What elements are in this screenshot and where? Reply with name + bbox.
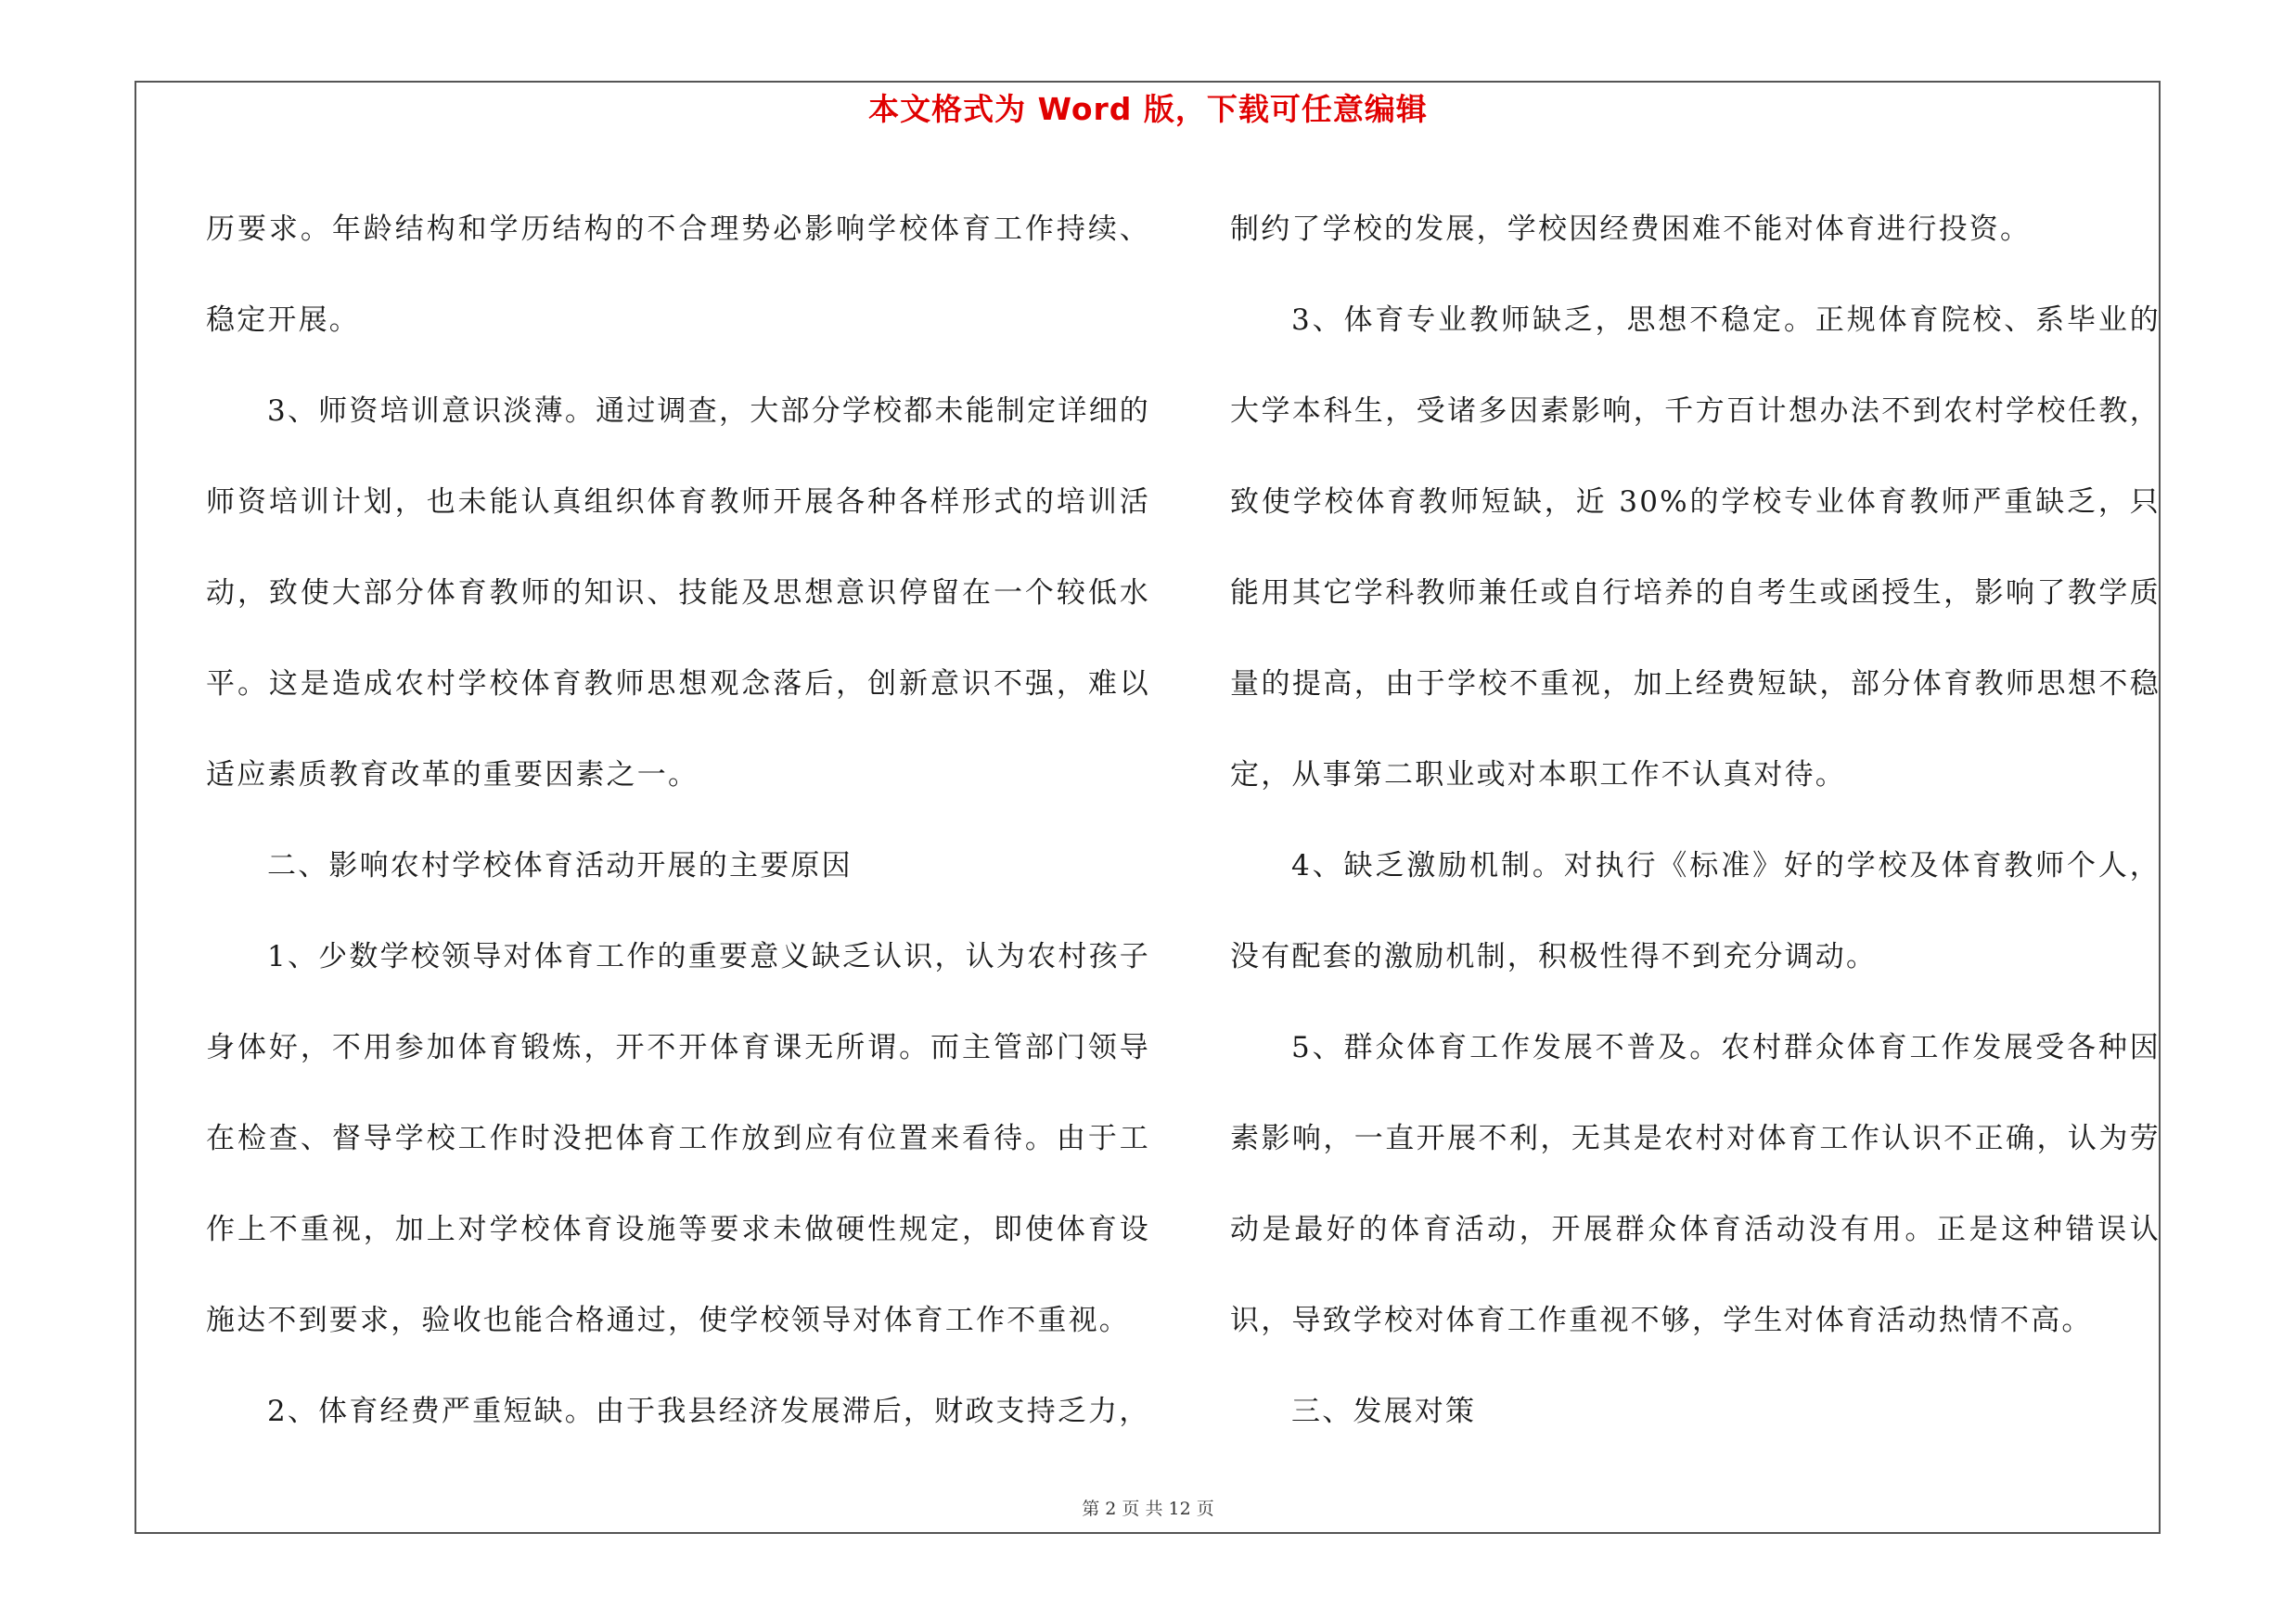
paragraph: 历要求。年龄结构和学历结构的不合理势必影响学校体育工作持续、稳定开展。 bbox=[206, 213, 1150, 337]
paragraph: 2、体育经费严重短缺。由于我县经济发展滞后，财政支持乏力， bbox=[267, 1395, 1150, 1428]
paragraph: 3、师资培训意识淡薄。通过调查，大部分学校都未能制定详细的师资培训计划，也未能认真组织体育教师开展各种各样形式的培训活动，致使大部分体育教师的知识、技能及思想意识停留在一个较低水平。这是造成农村学校体育教师思想观念落后，创新意识不强，难以适应素质教育改革的重要因素之一。 bbox=[206, 394, 1150, 792]
paragraph: 4、缺乏激励机制。对执行《标准》好的学校及体育教师个人，没有配套的激励机制，积极性得不到充分调动。 bbox=[1230, 849, 2161, 973]
right-text-column bbox=[1230, 184, 2161, 1457]
paragraph: 5、群众体育工作发展不普及。农村群众体育工作发展受各种因素影响，一直开展不利，无其是农村对体育工作认识不正确，认为劳动是最好的体育活动，开展群众体育活动没有用。正是这种错误认识，导致学校对体育工作重视不够，学生对体育活动热情不高。 bbox=[1230, 1031, 2161, 1337]
section-heading: 三、发展对策 bbox=[1291, 1395, 1477, 1428]
left-text-column bbox=[206, 184, 1150, 1457]
section-heading: 二、影响农村学校体育活动开展的主要原因 bbox=[267, 849, 853, 882]
paragraph: 3、体育专业教师缺乏，思想不稳定。正规体育院校、系毕业的大学本科生，受诸多因素影响，千方百计想办法不到农村学校任教，致使学校体育教师短缺，近 30%的学校专业体育教师严重缺乏，只能用其它学科教师兼任或自行培养的自考生或函授生，影响了教学质量的提高，由于学校不重视，加上经费短缺，部分体育教师思想不稳定，从事第二职业或对本职工作不认真对待。 bbox=[1230, 303, 2161, 792]
format-banner: 本文格式为 Word 版，下载可任意编辑 bbox=[868, 91, 1428, 127]
page-number-footer: 第 2 页 共 12 页 bbox=[1082, 1499, 1214, 1519]
paragraph: 制约了学校的发展，学校因经费困难不能对体育进行投资。 bbox=[1230, 213, 2032, 246]
paragraph: 1、少数学校领导对体育工作的重要意义缺乏认识，认为农村孩子身体好，不用参加体育锻炼，开不开体育课无所谓。而主管部门领导在检查、督导学校工作时没把体育工作放到应有位置来看待。由于工作上不重视，加上对学校体育设施等要求未做硬性规定，即使体育设施达不到要求，验收也能合格通过，使学校领导对体育工作不重视。 bbox=[206, 940, 1150, 1337]
